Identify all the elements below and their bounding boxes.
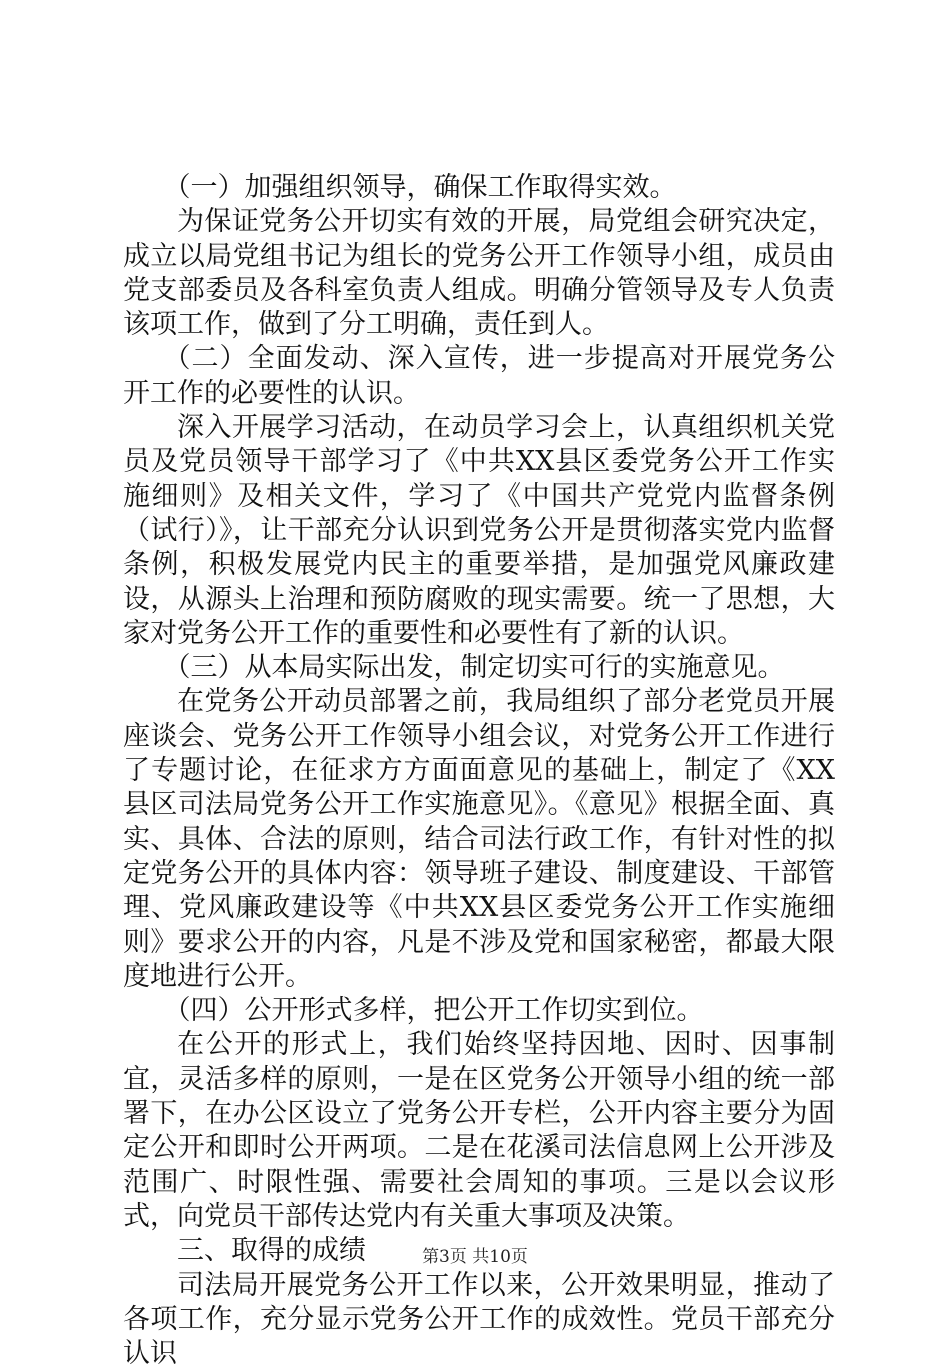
body-paragraph-4: 在公开的形式上，我们始终坚持因地、因时、因事制宜，灵活多样的原则，一是在区党务公开领导小组的统一部署下，在办公区设立了党务公开专栏，公开内容主要分为固定公开和即时公开两项。二是在花溪司法信息网上公开涉及范围广、时限性强、需要社会周知的事项。三是以会议形式，向党员干部传达党内有关重大事项及决策。 bbox=[123, 1028, 835, 1234]
body-paragraph-5: 司法局开展党务公开工作以来，公开效果明显，推动了各项工作，充分显示党务公开工作的成效性。党员干部充分认识 bbox=[123, 1269, 835, 1371]
body-paragraph-3: 在党务公开动员部署之前，我局组织了部分老党员开展座谈会、党务公开工作领导小组会议，对党务公开工作进行了专题讨论，在征求方方面面意见的基础上，制定了《XX县区司法局党务公开工作实施意见》。《意见》根据全面、真实、具体、合法的原则，结合司法行政工作，有针对性的拟定党务公开的具体内容：领导班子建设、制度建设、干部管理、党风廉政建设等《中共XX县区委党务公开工作实施细则》要求公开的内容，凡是不涉及党和国家秘密，都最大限度地进行公开。 bbox=[123, 685, 835, 994]
page-number-footer: 第3页 共10页 bbox=[0, 1242, 950, 1267]
section-heading-2: （二）全面发动、深入宣传，进一步提高对开展党务公开工作的必要性的认识。 bbox=[123, 342, 835, 411]
body-paragraph-1: 为保证党务公开切实有效的开展，局党组会研究决定，成立以局党组书记为组长的党务公开工作领导小组，成员由党支部委员及各科室负责人组成。明确分管领导及专人负责该项工作，做到了分工明确，责任到人。 bbox=[123, 205, 835, 342]
document-body bbox=[123, 171, 835, 1371]
section-heading-3: （三）从本局实际出发，制定切实可行的实施意见。 bbox=[123, 651, 835, 685]
section-title-achievements: 三、取得的成绩 bbox=[123, 1234, 835, 1268]
body-paragraph-2: 深入开展学习活动，在动员学习会上，认真组织机关党员及党员领导干部学习了《中共XX县区委党务公开工作实施细则》及相关文件，学习了《中国共产党党内监督条例（试行）》，让干部充分认识到党务公开是贯彻落实党内监督条例，积极发展党内民主的重要举措，是加强党风廉政建设，从源头上治理和预防腐败的现实需要。统一了思想，大家对党务公开工作的重要性和必要性有了新的认识。 bbox=[123, 411, 835, 651]
section-heading-4: （四）公开形式多样，把公开工作切实到位。 bbox=[123, 994, 835, 1028]
section-heading-1: （一）加强组织领导，确保工作取得实效。 bbox=[123, 171, 835, 205]
